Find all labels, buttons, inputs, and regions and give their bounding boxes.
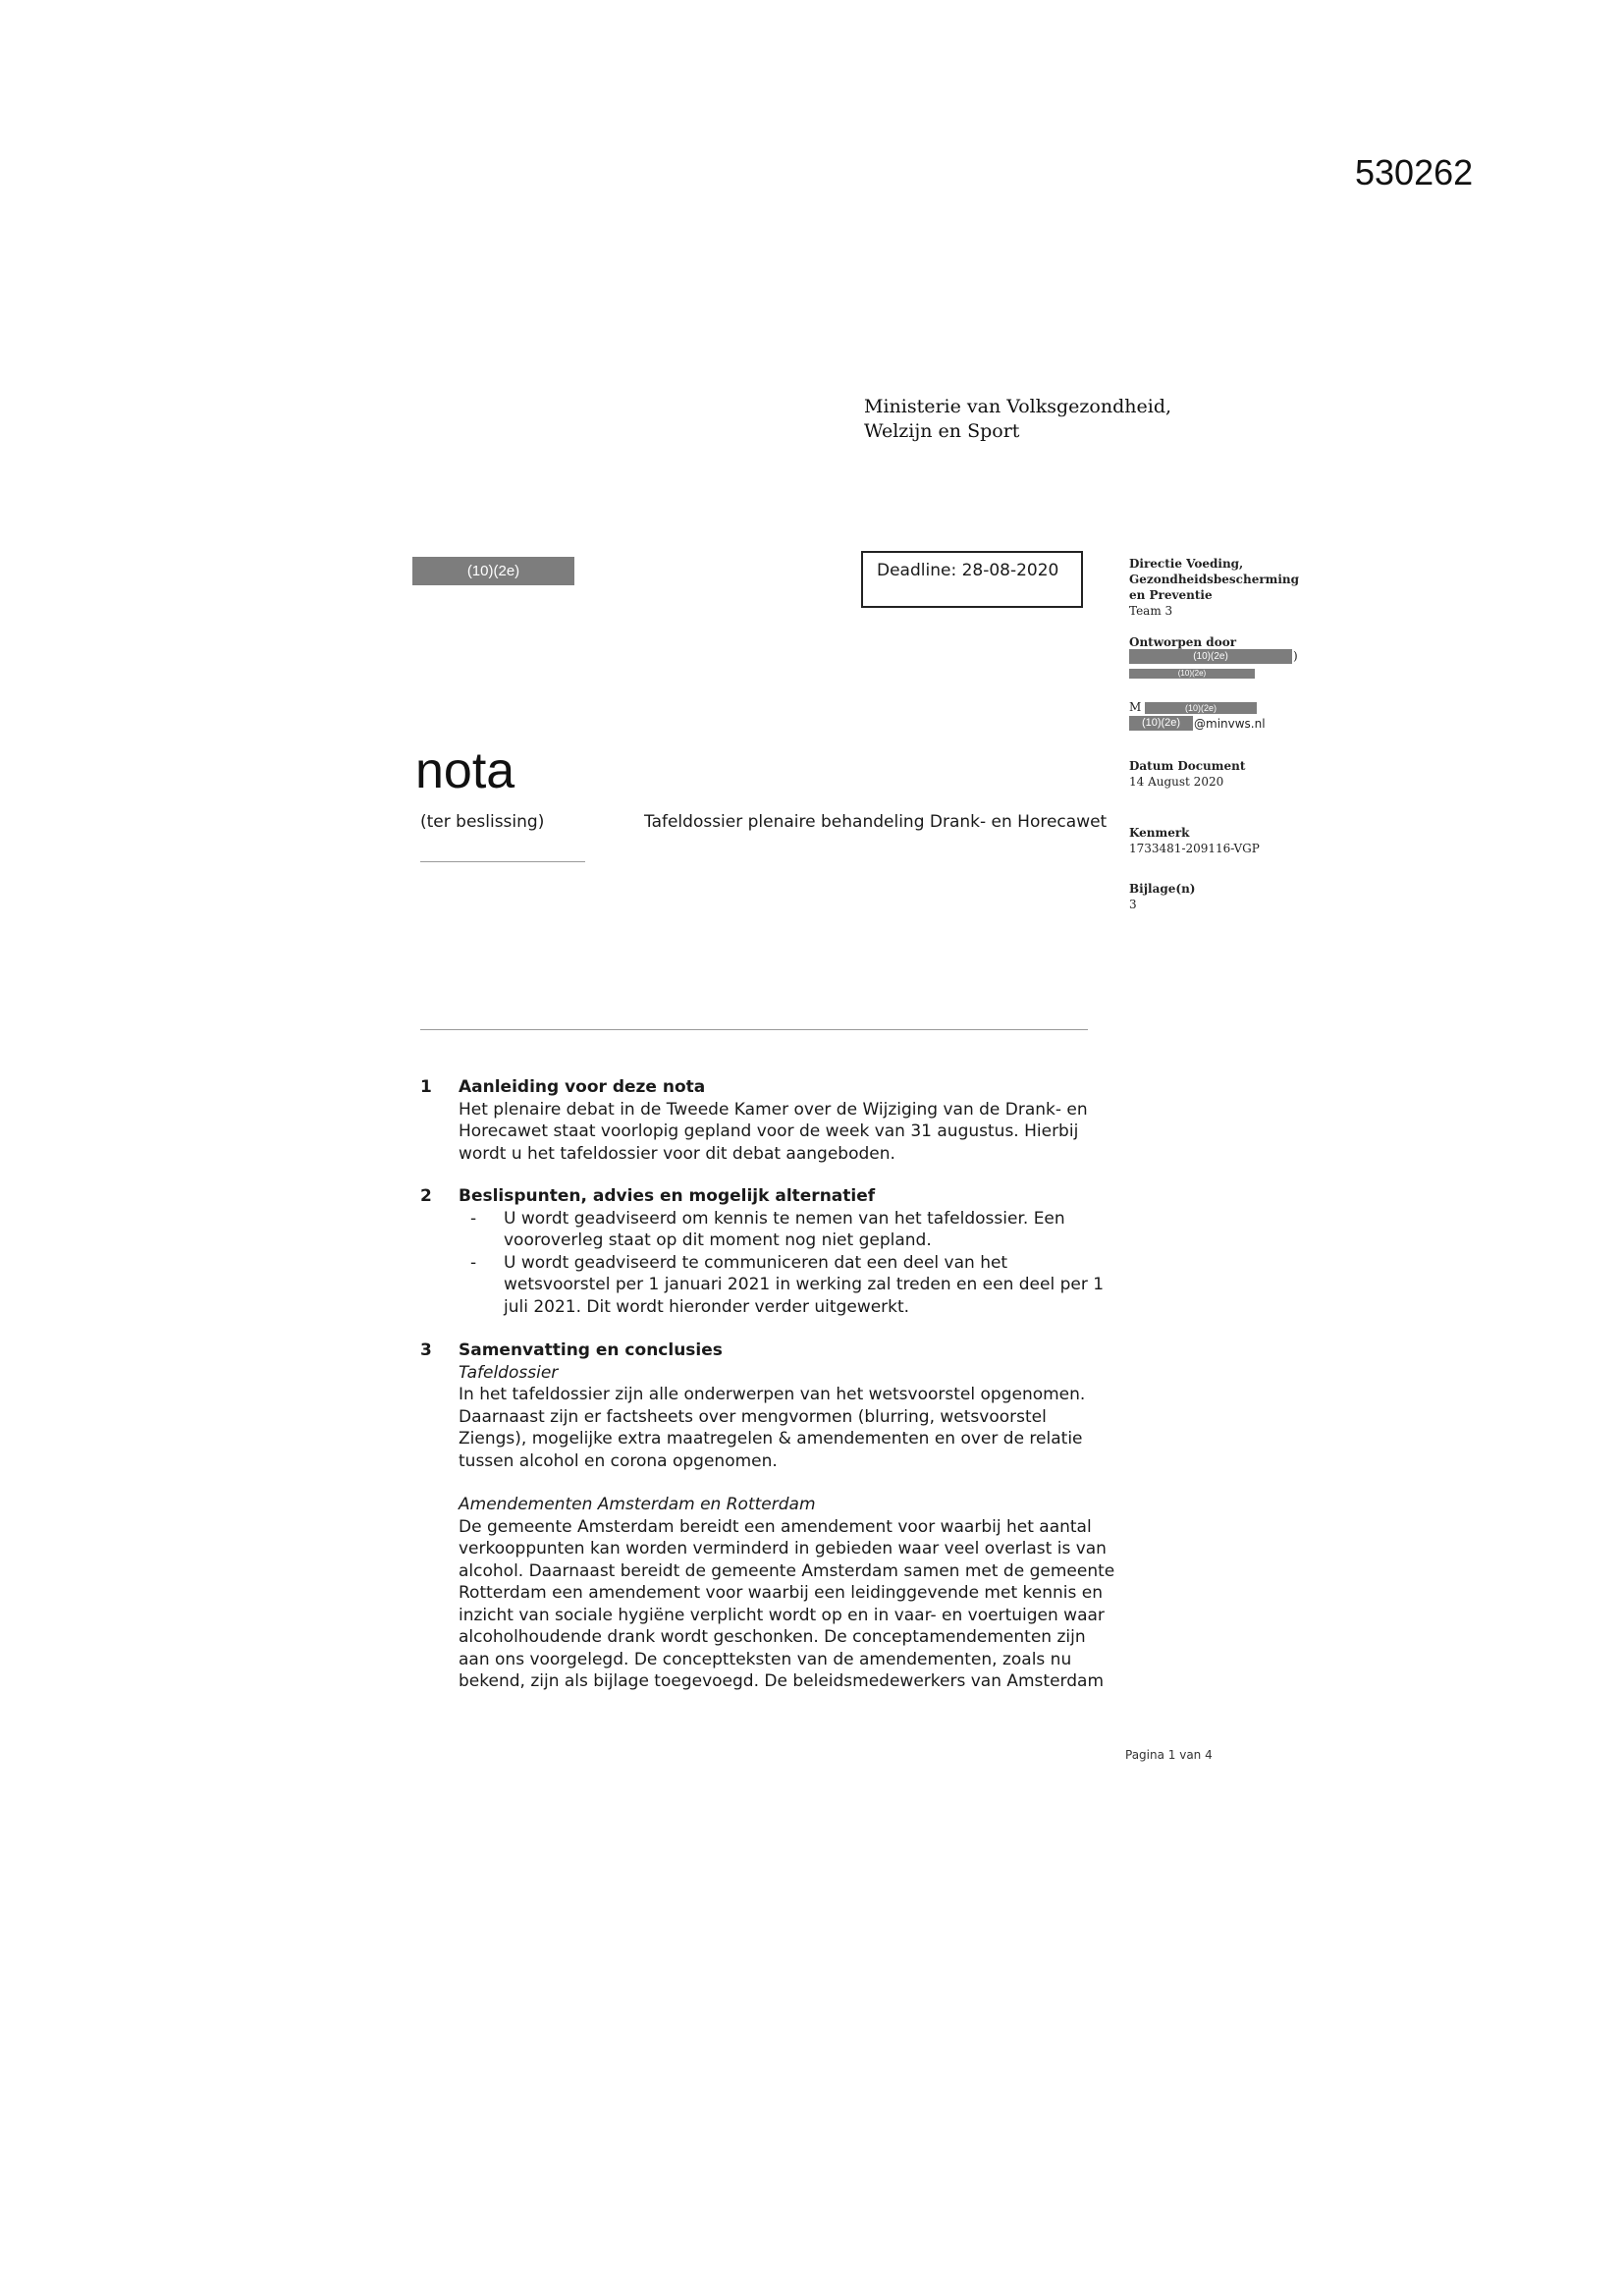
- text-line: U wordt geadviseerd om kennis te nemen van het tafeldossier. Een: [504, 1208, 1065, 1229]
- date-value: 14 August 2020: [1129, 775, 1224, 789]
- page-number: Pagina 1 van 4: [1125, 1748, 1213, 1762]
- section-3: [420, 1339, 1127, 1693]
- section-number: 1: [420, 1077, 432, 1097]
- sidebar-attachments: [1129, 881, 1195, 912]
- redaction-block: (10)(2e): [1129, 716, 1193, 731]
- section-title: Beslispunten, advies en mogelijk alternatief: [459, 1186, 876, 1206]
- text-line: In het tafeldossier zijn alle onderwerpen van het wetsvoorstel opgenomen.: [459, 1385, 1086, 1404]
- section-title: Aanleiding voor deze nota: [459, 1077, 706, 1097]
- sidebar-designed-by: [1129, 634, 1236, 650]
- directorate-line: Gezondheidsbescherming: [1129, 573, 1300, 586]
- text-line: vooroverleg staat op dit moment nog niet gepland.: [504, 1230, 932, 1250]
- ministry-line: Welzijn en Sport: [864, 420, 1020, 442]
- text-line: De gemeente Amsterdam bereidt een amendement voor waarbij het aantal: [459, 1516, 1092, 1537]
- text-line: Ziengs), mogelijke extra maatregelen & amendementen en over de relatie: [459, 1429, 1083, 1449]
- sidebar-date: [1129, 758, 1245, 790]
- list-item: [459, 1208, 1127, 1252]
- directorate-line: en Preventie: [1129, 588, 1213, 602]
- ref-label: Kenmerk: [1129, 826, 1190, 840]
- text-line: alcohol. Daarnaast bereidt de gemeente Amsterdam samen met de gemeente: [459, 1560, 1115, 1581]
- attachments-label: Bijlage(n): [1129, 882, 1196, 896]
- advice-list: [459, 1208, 1127, 1319]
- ref-value: 1733481-209116-VGP: [1129, 842, 1260, 855]
- designed-by-close: ): [1293, 649, 1298, 663]
- ministry-name: [864, 395, 1171, 444]
- designed-by-label: Ontworpen door: [1129, 635, 1237, 649]
- document-subject: Tafeldossier plenaire behandeling Drank- en Horecawet: [644, 812, 1108, 832]
- redaction-block: (10)(2e): [1129, 649, 1292, 664]
- text-line: Horecawet staat voorlopig gepland voor de week van 31 augustus. Hierbij: [459, 1121, 1079, 1141]
- directorate-line: Directie Voeding,: [1129, 557, 1244, 571]
- bullet-dash: -: [470, 1208, 477, 1229]
- team-label: Team 3: [1129, 604, 1173, 618]
- text-line: aan ons voorgelegd. De conceptteksten van de amendementen, zoals nu: [459, 1649, 1072, 1669]
- text-line: tussen alcohol en corona opgenomen.: [459, 1450, 778, 1471]
- text-line: Het plenaire debat in de Tweede Kamer over de Wijziging van de Drank- en: [459, 1099, 1088, 1120]
- text-line: wordt u het tafeldossier voor dit debat aangeboden.: [459, 1143, 895, 1164]
- text-line: juli 2021. Dit wordt hieronder verder uitgewerkt.: [504, 1296, 910, 1317]
- bullet-dash: -: [470, 1252, 477, 1273]
- section-title: Samenvatting en conclusies: [459, 1340, 723, 1360]
- mobile-prefix: M: [1129, 700, 1142, 714]
- section-1: [420, 1076, 1127, 1165]
- text-line: Daarnaast zijn er factsheets over mengvormen (blurring, wetsvoorstel: [459, 1406, 1047, 1427]
- attachments-value: 3: [1129, 898, 1137, 911]
- deadline-box: Deadline: 28-08-2020: [861, 551, 1083, 608]
- text-line: Rotterdam een amendement voor waarbij een leidinggevende met kennis en: [459, 1583, 1103, 1603]
- text-line: U wordt geadviseerd te communiceren dat een deel van het: [504, 1252, 1008, 1273]
- divider: [420, 861, 585, 862]
- list-item: [459, 1252, 1127, 1319]
- text-line: verkooppunten kan worden verminderd in gebieden waar veel overlast is van: [459, 1539, 1107, 1558]
- sidebar-reference: [1129, 825, 1260, 856]
- section-number: 2: [420, 1186, 432, 1206]
- document-type: nota: [415, 742, 515, 799]
- date-label: Datum Document: [1129, 759, 1246, 773]
- redaction-block: (10)(2e): [1145, 702, 1257, 714]
- section-number: 3: [420, 1340, 432, 1360]
- sidebar-directorate: [1129, 556, 1299, 619]
- text-line: wetsvoorstel per 1 januari 2021 in werking zal treden en een deel per 1: [504, 1275, 1105, 1294]
- text-line: alcoholhoudende drank wordt geschonken. De conceptamendementen zijn: [459, 1627, 1086, 1647]
- email-domain: @minvws.nl: [1194, 717, 1266, 731]
- text-line: inzicht van sociale hygiëne verplicht wordt op en in vaar- en voertuigen waar: [459, 1605, 1105, 1625]
- subheading: Amendementen Amsterdam en Rotterdam: [459, 1495, 816, 1514]
- document-number: 530262: [1355, 152, 1474, 192]
- divider: [420, 1029, 1088, 1030]
- text-line: bekend, zijn als bijlage toegevoegd. De beleidsmedewerkers van Amsterdam: [459, 1671, 1104, 1691]
- document-subtype: (ter beslissing): [420, 812, 545, 832]
- redaction-block: (10)(2e): [1129, 669, 1255, 679]
- section-2: [420, 1185, 1127, 1318]
- ministry-line: Ministerie van Volksgezondheid,: [864, 396, 1172, 417]
- subheading: Tafeldossier: [459, 1362, 559, 1383]
- redaction-block: (10)(2e): [412, 557, 574, 585]
